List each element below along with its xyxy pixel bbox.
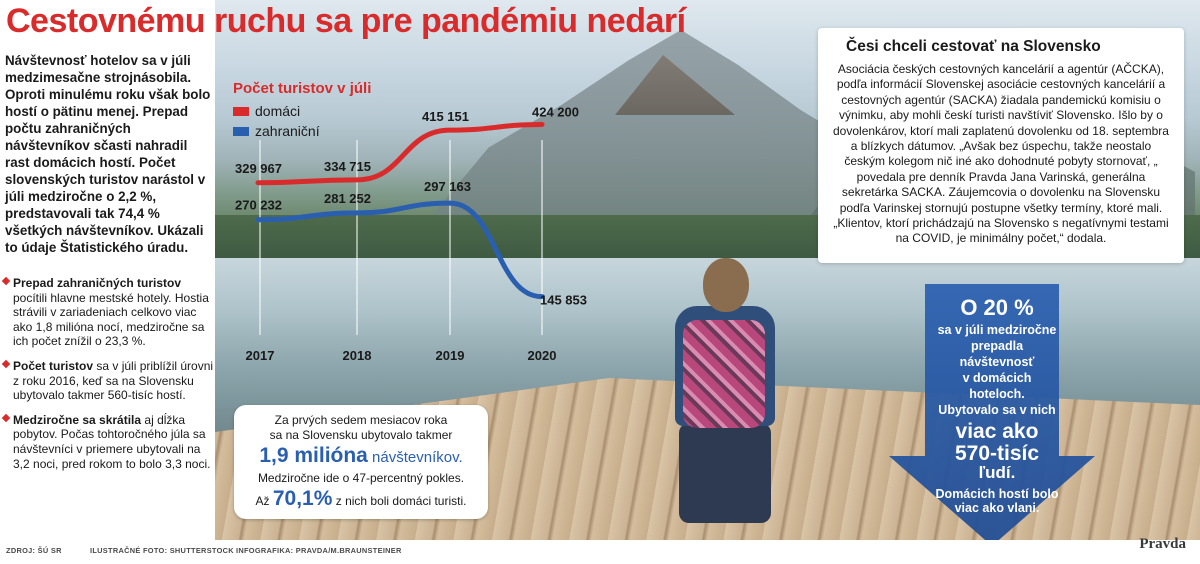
- bullet-bold: Medziročne sa skrátila: [13, 412, 142, 427]
- stat-headline: [234, 443, 488, 471]
- footer-photo-credit: ILUSTRAČNÉ FOTO: SHUTTERSTOCK: [90, 546, 234, 555]
- bullet-item: [3, 359, 215, 403]
- bullet-text: aj dĺžka pobytov. Počas tohtoročného júla sa návštevníci v priemere ubytovali na 3,2 noci, pred rokom to bolo 3,3 noci.: [13, 412, 211, 471]
- x-tick-label: 2019: [435, 348, 465, 363]
- diamond-icon: [2, 414, 10, 422]
- arrow-line: sa v júli medziročne: [937, 323, 1057, 337]
- bullet-text: pocítili hlavne mestské hotely. Hostia strávili v zariadeniach celkovo viac ako 1,8 milióna nocí, medziročne sa ich počet znížil o 23,3 %.: [13, 290, 209, 349]
- stat-post: z nich boli domáci turisti.: [332, 494, 467, 508]
- arrow-big: ľudí.: [978, 463, 1016, 482]
- backpack: [683, 320, 765, 428]
- data-label: 424 200: [532, 104, 579, 120]
- arrow-line: viac ako vlani.: [954, 501, 1040, 515]
- arrow-percent: O 20 %: [960, 295, 1034, 320]
- person-head: [703, 258, 749, 312]
- data-label: 329 967: [235, 160, 282, 176]
- bullet-bold: Počet turistov: [13, 358, 94, 373]
- arrow-line: prepadla: [970, 339, 1024, 353]
- x-tick-label: 2017: [245, 348, 275, 363]
- data-label: 415 151: [422, 109, 469, 125]
- stat-share-number: 70,1%: [272, 487, 333, 510]
- sidebar-panel: [818, 28, 1184, 263]
- series-line-1: [258, 203, 542, 297]
- panel-body: Asociácia českých cestovných kancelárií a agentúr (AČCKA), podľa informácií Slovenskej asociácie cestovných kancelárií a cestovných agentúr (SACKA) žiadala pandemickú komisiu o výnimku, aby mohli českí turisti navštíviť Slovensko. Išlo by o dovolenkárov, ktorí mali zaplatenú dovolenku od 18. septembra a blízkych dátumov. „Avšak bez úspechu, takže neostalo českým kolegom nič iné ako dohodnuté pobyty stornovať, „ povedala pre denník Pravda Jana Varinská, generálna sekretárka SACKA. Záujemcovia o dovolenku na Slovensku podľa Varinskej stornujú postupne všetky termíny, ktoré mali. „Klientov, ktorí prichádzajú na Slovensko s negatívnymi testami na COVID, je minimálny počet,“ dodala.: [833, 62, 1169, 246]
- footer: [0, 540, 1200, 564]
- legend-label: zahraniční: [255, 123, 320, 139]
- series-line-0: [258, 125, 542, 183]
- footer-source: ZDROJ: ŠÚ SR: [6, 546, 62, 555]
- bullet-list: [3, 276, 215, 481]
- pravda-logo: Pravda: [1139, 536, 1186, 552]
- bullet-bold: Prepad zahraničných turistov: [13, 276, 182, 290]
- arrow-line: v domácich: [962, 371, 1032, 385]
- stat-pre: Až: [255, 494, 273, 508]
- panel-title: Česi chceli cestovať na Slovensko: [846, 38, 1101, 55]
- x-tick-label: 2018: [342, 348, 372, 363]
- diamond-icon: [2, 360, 10, 368]
- headline: Cestovnému ruchu sa pre pandémiu nedarí: [6, 2, 686, 40]
- data-label: 297 163: [424, 179, 471, 195]
- stat-box: [234, 405, 488, 519]
- stat-big-number: 1,9 milióna: [259, 444, 368, 467]
- data-label: 334 715: [324, 158, 371, 174]
- stat-share: [234, 486, 488, 514]
- arrow-line: Domácich hostí bolo: [935, 487, 1059, 501]
- chart-title: Počet turistov v júli: [233, 80, 372, 97]
- arrow-big: 570-tisíc: [954, 442, 1040, 465]
- stat-big-suffix: návštevníkov.: [367, 449, 463, 466]
- line-chart: [215, 70, 615, 370]
- person-figure: [665, 258, 785, 528]
- arrow-line: návštevnosť: [959, 355, 1035, 369]
- bullet-item: [3, 413, 215, 471]
- stat-line: Za prvých sedem mesiacov roka: [274, 413, 448, 427]
- data-label: 270 232: [235, 197, 282, 213]
- data-label: 145 853: [540, 292, 587, 308]
- bullet-item: [3, 276, 215, 349]
- arrow-line: Ubytovalo sa v nich: [938, 403, 1056, 417]
- lead-paragraph: Návštevnosť hotelov sa v júli medzimesačne strojnásobila. Oproti minulému roku však bolo hostí o pätinu menej. Prepad počtu zahraničných návštevníkov sčasti nahradil rast domácich hostí. Počet slovenských turistov narástol v júli medziročne o 2,2 %, predstavovali tak 74,4 % všetkých návštevníkov. Ukázali to údaje Štatistického úradu.: [5, 53, 211, 255]
- diamond-icon: [2, 277, 10, 285]
- x-tick-label: 2020: [527, 348, 557, 363]
- person-legs: [679, 423, 771, 523]
- arrow-line: hoteloch.: [969, 387, 1025, 401]
- bullet-text: sa v júli priblížil úrovni z roku 2016, keď sa na Slovensku ubytovalo takmer 560-tisíc hostí.: [13, 358, 214, 403]
- arrow-big: viac ako: [955, 420, 1039, 443]
- data-label: 281 252: [324, 190, 371, 206]
- stat-line: sa na Slovensku ubytovalo takmer: [269, 428, 453, 442]
- stat-line: Medziročne ide o 47-percentný pokles.: [257, 471, 465, 485]
- legend-label: domáci: [255, 103, 301, 119]
- footer-graphic-credit: INFOGRAFIKA: PRAVDA/M.BRAUNSTEINER: [236, 546, 402, 555]
